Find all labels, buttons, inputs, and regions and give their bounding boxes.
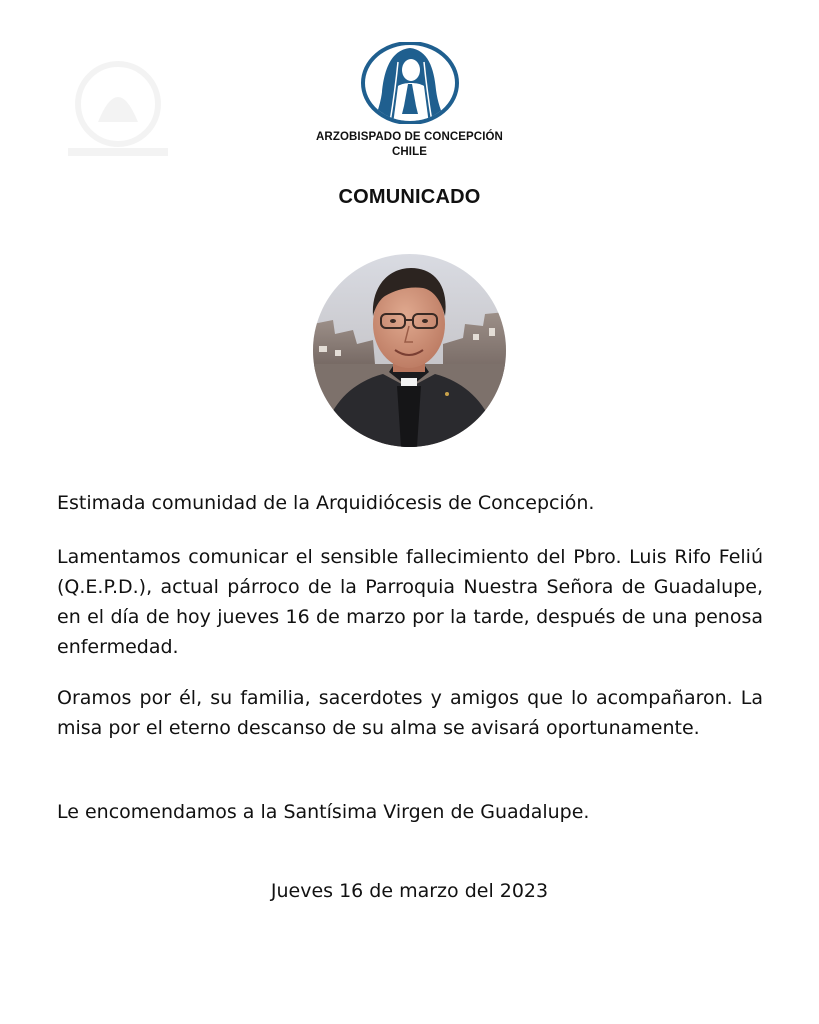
page-title: COMUNICADO xyxy=(338,186,481,208)
org-name-line2: CHILE xyxy=(392,146,427,158)
priest-portrait-image xyxy=(313,254,506,447)
document-date: Jueves 16 de marzo del 2023 xyxy=(270,880,549,902)
virgin-mary-logo-icon xyxy=(360,42,460,124)
main-paragraph: Lamentamos comunicar el sensible fallecimiento del Pbro. Luis Rifo Feliú (Q.E.P.D.), actual párroco de la Parroquia Nuestra Señora de Guadalupe, en el día de hoy jueves 16 de marzo por la tarde, después de una penosa enfermedad. xyxy=(57,546,763,658)
priest-portrait xyxy=(313,254,506,447)
org-name-line1: ARZOBISPADO DE CONCEPCIÓN xyxy=(316,131,503,143)
closing-paragraph: Le encomendamos a la Santísima Virgen de Guadalupe. xyxy=(57,801,590,823)
greeting-paragraph: Estimada comunidad de la Arquidiócesis de Concepción. xyxy=(57,492,595,514)
prayer-paragraph: Oramos por él, su familia, sacerdotes y amigos que lo acompañaron. La misa por el eterno descanso de su alma se avisará oportunamente. xyxy=(57,687,763,739)
